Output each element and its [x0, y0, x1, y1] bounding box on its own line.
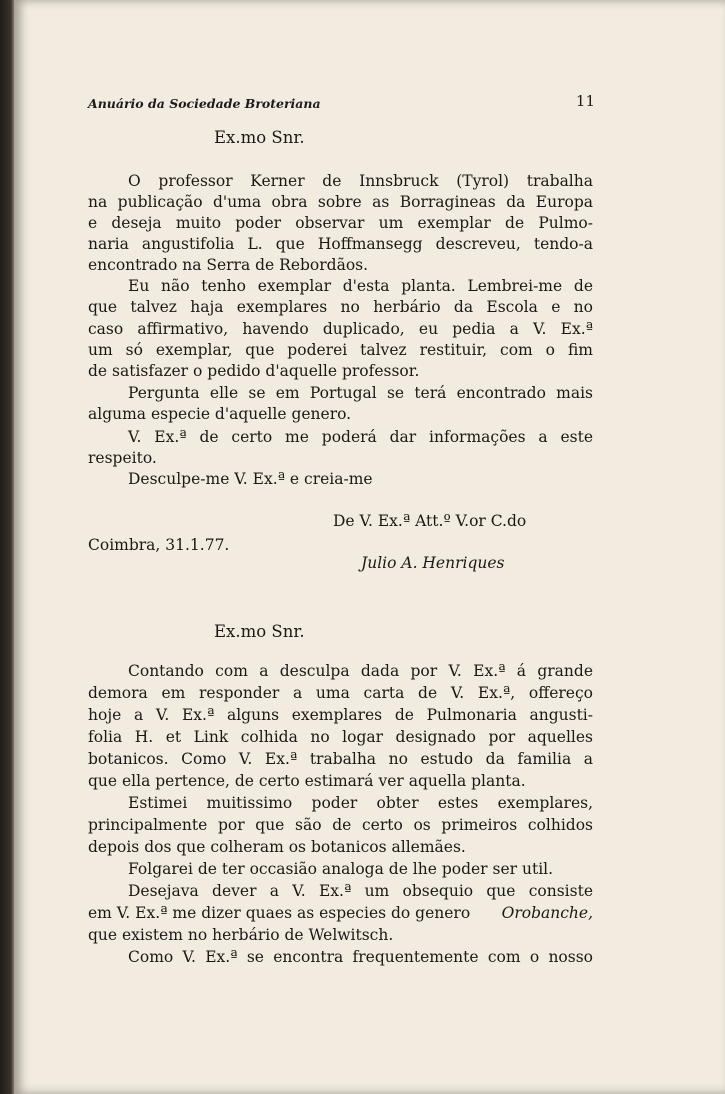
letter1-line: V. Ex.ª de certo me poderá dar informações a este — [128, 428, 593, 446]
letter2-line: depois dos que colheram os botanicos allemães. — [88, 838, 466, 856]
letter1-line: na publicação d'uma obra sobre as Borragineas da Europa — [88, 193, 593, 211]
letter1-line: O professor Kerner de Innsbruck (Tyrol) trabalha — [128, 172, 593, 190]
letter2-line: que existem no herbário de Welwitsch. — [88, 926, 394, 944]
letter1-line: alguma especie d'aquelle genero. — [88, 405, 352, 423]
letter1-line: Desculpe-me V. Ex.ª e creia-me — [128, 470, 373, 488]
letter2-line: demora em responder a uma carta de V. Ex.ª, offereço — [88, 684, 593, 702]
letter2-line: hoje a V. Ex.ª alguns exemplares de Pulmonaria angusti- — [88, 706, 593, 724]
letter2-line: Contando com a desculpa dada por V. Ex.ª á grande — [128, 662, 593, 680]
letter2-line: Estimei muitissimo poder obter estes exemplares, — [128, 794, 593, 812]
letter1-line: de satisfazer o pedido d'aquelle professor. — [88, 362, 420, 380]
letter2-line: Como V. Ex.ª se encontra frequentemente com o nosso — [128, 948, 593, 966]
letter2-salutation: Ex.mo Snr. — [214, 622, 305, 641]
letter1-line: que talvez haja exemplares no herbário da Escola e no — [88, 298, 593, 316]
letter1-line: um só exemplar, que poderei talvez restituir, com o fim — [88, 341, 593, 359]
letter1-signature: Julio A. Henriques — [361, 554, 505, 572]
letter1-line: e deseja muito poder observar um exemplar de Pulmo- — [88, 214, 593, 232]
letter1-line: naria angustifolia L. que Hoffmansegg descreveu, tendo-a — [88, 235, 593, 253]
letter2-line: Desejava dever a V. Ex.ª um obsequio que consiste — [128, 882, 593, 900]
letter1-line: encontrado na Serra de Rebordãos. — [88, 256, 369, 274]
letter2-genus-name: Orobanche, — [501, 904, 593, 922]
letter1-salutation: Ex.mo Snr. — [214, 128, 305, 147]
letter2-line — [88, 903, 593, 923]
running-title: Anuário da Sociedade Broteriana — [88, 96, 321, 111]
letter2-line: botanicos. Como V. Ex.ª trabalha no estudo da familia a — [88, 750, 593, 768]
letter1-closing: De V. Ex.ª Att.º V.or C.do — [333, 512, 527, 530]
letter2-line: Folgarei de ter occasião analoga de lhe poder ser util. — [128, 860, 554, 878]
letter1-line: Eu não tenho exemplar d'esta planta. Lembrei-me de — [128, 277, 593, 295]
running-header — [88, 92, 595, 116]
letter2-line: principalmente por que são de certo os primeiros colhidos — [88, 816, 593, 834]
letter1-place-date: Coimbra, 31.1.77. — [88, 536, 230, 554]
page-number: 11 — [575, 92, 595, 110]
letter1-line: Pergunta elle se em Portugal se terá encontrado mais — [128, 384, 593, 402]
letter1-line: caso affirmativo, havendo duplicado, eu pedia a V. Ex.ª — [88, 320, 593, 338]
letter2-line: folia H. et Link colhida no logar designado por aquelles — [88, 728, 593, 746]
letter1-line: respeito. — [88, 449, 157, 467]
letter2-line: que ella pertence, de certo estimará ver aquella planta. — [88, 772, 526, 790]
letter2-line-text: em V. Ex.ª me dizer quaes as especies do genero — [88, 904, 471, 922]
